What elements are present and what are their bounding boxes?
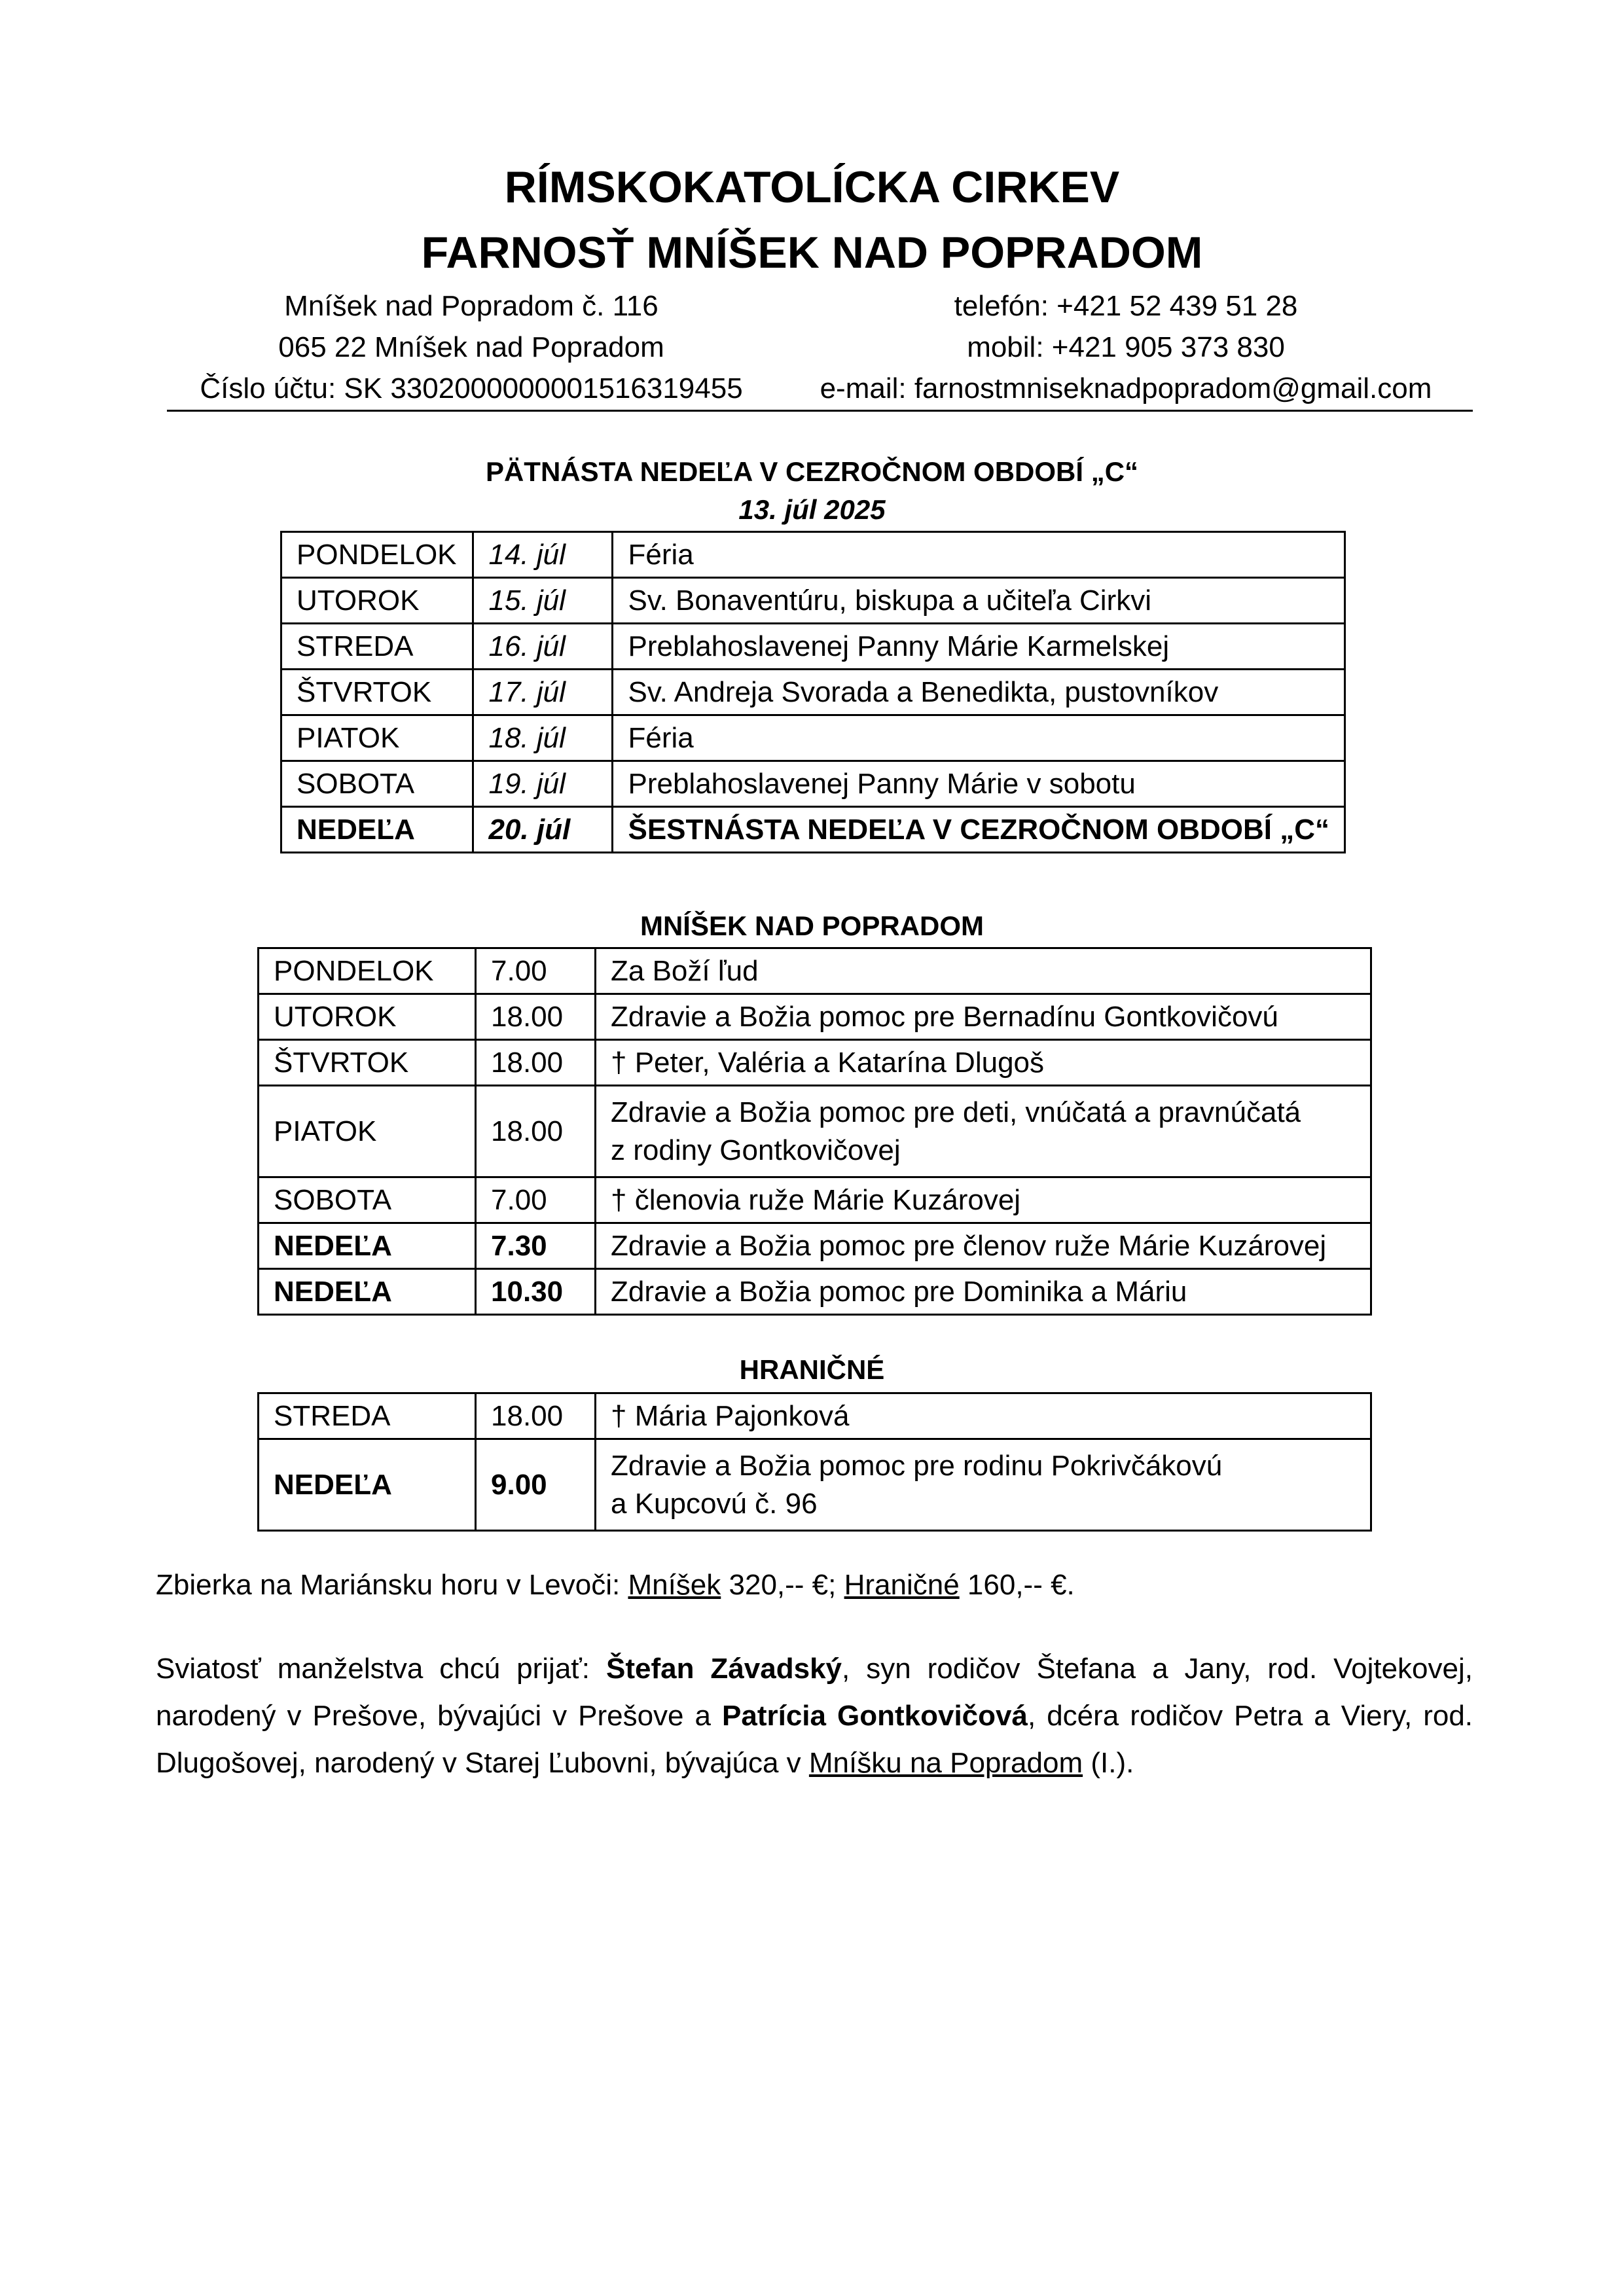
groom-details: , syn rodičov Štefana a Jany, rod. Vojtekovej, narodený v Prešove, bývajúci v Prešove a	[156, 1653, 1473, 1732]
intention-cell: Za Boží ľud	[596, 948, 1371, 994]
collection-amount-hranicne: 160,-- €.	[959, 1569, 1075, 1601]
feast-cell: Sv. Andreja Svorada a Benedikta, pustovníkov	[613, 670, 1345, 715]
mnisek-heading: MNÍŠEK NAD POPRADOM	[640, 910, 984, 941]
week-heading: PÄTNÁSTA NEDEĽA V CEZROČNOM OBDOBÍ „C“	[485, 456, 1139, 487]
table-row	[259, 948, 1371, 994]
collection-amount-mnisek: 320,-- €;	[721, 1569, 844, 1601]
day-cell: ŠTVRTOK	[259, 1040, 476, 1086]
hranicne-heading: HRANIČNÉ	[739, 1354, 885, 1385]
groom-name: Štefan Závadský	[606, 1653, 842, 1685]
intention-line: a Kupcovú č. 96	[611, 1487, 818, 1520]
day-cell: STREDA	[281, 624, 473, 670]
table-row	[259, 994, 1371, 1040]
bank-account: Číslo účtu: SK 3302000000001516319455	[200, 372, 743, 404]
marriage-intro: Sviatosť manželstva chcú prijať:	[156, 1653, 606, 1685]
week-date: 13. júl 2025	[738, 494, 886, 525]
email: e-mail: farnostmniseknadpopradom@gmail.com	[820, 372, 1432, 404]
address-line-2: 065 22 Mníšek nad Popradom	[278, 331, 664, 363]
table-row	[281, 578, 1345, 624]
intention-cell: † Mária Pajonková	[596, 1393, 1371, 1439]
marriage-place: Mníšku na Popradom	[808, 1747, 1083, 1779]
time-cell: 7.30	[476, 1223, 596, 1269]
collection-prefix: Zbierka na Mariánsku horu v Levoči:	[156, 1569, 628, 1601]
day-cell: NEDEĽA	[259, 1439, 476, 1531]
phone: telefón: +421 52 439 51 28	[954, 290, 1298, 322]
table-row	[281, 532, 1345, 578]
header-divider	[167, 410, 1473, 412]
intention-cell	[596, 1439, 1371, 1531]
date-cell: 19. júl	[473, 761, 613, 807]
feast-cell: Féria	[613, 715, 1345, 761]
table-row	[259, 1086, 1371, 1177]
day-cell: STREDA	[259, 1393, 476, 1439]
day-cell: PONDELOK	[259, 948, 476, 994]
table-row	[281, 670, 1345, 715]
day-cell: NEDEĽA	[259, 1223, 476, 1269]
title-line-2: FARNOSŤ MNÍŠEK NAD POPRADOM	[421, 228, 1203, 278]
day-cell: UTOROK	[259, 994, 476, 1040]
time-cell: 7.00	[476, 948, 596, 994]
table-row	[259, 1177, 1371, 1223]
table-row	[259, 1439, 1371, 1531]
table-row	[259, 1269, 1371, 1315]
intention-cell	[596, 1086, 1371, 1177]
day-cell: SOBOTA	[259, 1177, 476, 1223]
table-row	[259, 1040, 1371, 1086]
date-cell: 14. júl	[473, 532, 613, 578]
bride-name: Patrícia Gontkovičová	[722, 1700, 1028, 1732]
day-cell: PIATOK	[281, 715, 473, 761]
intention-cell: Zdravie a Božia pomoc pre Dominika a Máriu	[596, 1269, 1371, 1315]
hranicne-mass-table	[257, 1392, 1372, 1532]
date-cell: 18. júl	[473, 715, 613, 761]
mobile: mobil: +421 905 373 830	[967, 331, 1285, 363]
marriage-suffix: (I.).	[1083, 1747, 1134, 1779]
day-cell: NEDEĽA	[259, 1269, 476, 1315]
feast-cell: Preblahoslavenej Panny Márie Karmelskej	[613, 624, 1345, 670]
feast-cell: ŠESTNÁSTA NEDEĽA V CEZROČNOM OBDOBÍ „C“	[613, 807, 1345, 853]
address-line-1: Mníšek nad Popradom č. 116	[284, 290, 659, 322]
table-row	[259, 1223, 1371, 1269]
time-cell: 7.00	[476, 1177, 596, 1223]
time-cell: 10.30	[476, 1269, 596, 1315]
intention-cell: Zdravie a Božia pomoc pre členov ruže Márie Kuzárovej	[596, 1223, 1371, 1269]
time-cell: 18.00	[476, 994, 596, 1040]
time-cell: 9.00	[476, 1439, 596, 1531]
bride-details: , dcéra rodičov Petra a Viery, rod. Dlugošovej, narodený v Starej Ľubovni, bývajúca v	[156, 1700, 1473, 1779]
table-row	[281, 807, 1345, 853]
date-cell: 20. júl	[473, 807, 613, 853]
time-cell: 18.00	[476, 1040, 596, 1086]
intention-cell: † členovia ruže Márie Kuzárovej	[596, 1177, 1371, 1223]
day-cell: NEDEĽA	[281, 807, 473, 853]
date-cell: 15. júl	[473, 578, 613, 624]
collection-place-hranicne: Hraničné	[844, 1569, 960, 1601]
day-cell: SOBOTA	[281, 761, 473, 807]
time-cell: 18.00	[476, 1086, 596, 1177]
table-row	[259, 1393, 1371, 1439]
table-row	[281, 715, 1345, 761]
date-cell: 17. júl	[473, 670, 613, 715]
feast-cell: Preblahoslavenej Panny Márie v sobotu	[613, 761, 1345, 807]
marriage-announcement	[156, 1645, 1473, 1787]
intention-line: z rodiny Gontkovičovej	[611, 1134, 901, 1166]
day-cell: UTOROK	[281, 578, 473, 624]
day-cell: PONDELOK	[281, 532, 473, 578]
feast-cell: Sv. Bonaventúru, biskupa a učiteľa Cirkvi	[613, 578, 1345, 624]
intention-cell: † Peter, Valéria a Katarína Dlugoš	[596, 1040, 1371, 1086]
intention-line: Zdravie a Božia pomoc pre rodinu Pokrivčákovú	[611, 1449, 1223, 1482]
day-cell: PIATOK	[259, 1086, 476, 1177]
collection-note	[156, 1562, 1473, 1609]
date-cell: 16. júl	[473, 624, 613, 670]
feast-cell: Féria	[613, 532, 1345, 578]
intention-cell: Zdravie a Božia pomoc pre Bernadínu Gontkovičovú	[596, 994, 1371, 1040]
day-cell: ŠTVRTOK	[281, 670, 473, 715]
table-row	[281, 761, 1345, 807]
time-cell: 18.00	[476, 1393, 596, 1439]
week-calendar-table	[280, 531, 1346, 853]
title-line-1: RÍMSKOKATOLÍCKA CIRKEV	[504, 162, 1120, 212]
collection-place-mnisek: Mníšek	[628, 1569, 721, 1601]
table-row	[281, 624, 1345, 670]
mnisek-mass-table	[257, 947, 1372, 1316]
intention-line: Zdravie a Božia pomoc pre deti, vnúčatá a pravnúčatá	[611, 1096, 1301, 1128]
